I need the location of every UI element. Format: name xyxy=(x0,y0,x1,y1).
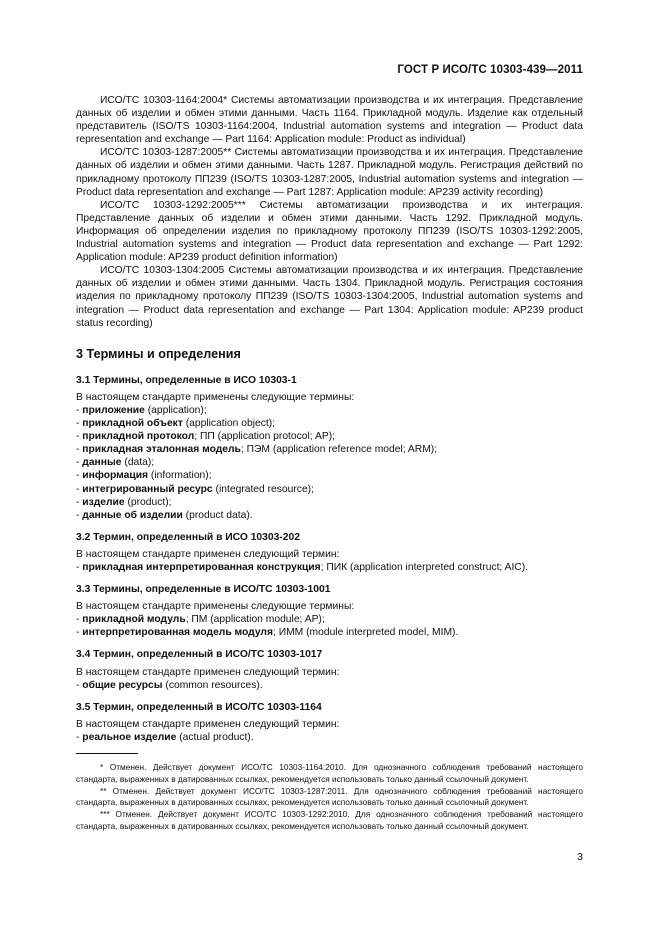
subsection-3-2-intro: В настоящем стандарте применен следующий термин: xyxy=(76,548,340,560)
term-description: ; ПИК (application interpreted construct; AIC). xyxy=(320,562,529,573)
footnote-2: ** Отменен. Действует документ ИСО/ТС 10303-1287:2011. Для однозначного соблюдения требований настоящего стандарта, выраженных в датированных ссылках, рекомендуется использовать только данный ссылочный документ. xyxy=(76,785,583,808)
term-list-3-4 xyxy=(76,679,583,692)
term-list-3-2 xyxy=(76,561,583,574)
term-description: (product data). xyxy=(182,509,253,521)
term-item: - общие ресурсы (common resources). xyxy=(76,679,263,691)
term-name: прикладная эталонная модель xyxy=(82,444,241,456)
normative-references xyxy=(76,94,583,330)
term-name: информация xyxy=(82,470,149,482)
reference-1164: ИСО/ТС 10303-1164:2004* Системы автоматизации производства и их интеграция. Представление данных об изделии и обмен этими данными. Часть 1164. Прикладной модуль. Изделие как отдельный представитель (ISO/TS 10303-1164:2004, Industrial automation systems and integration — Product data representation and exchange — Part 1164: Application module: Product as individual) xyxy=(76,95,583,146)
term-name: реальное изделие xyxy=(82,731,177,743)
term-description: (actual product). xyxy=(176,731,254,743)
reference-1292: ИСО/ТС 10303-1292:2005*** Системы автоматизации производства и их интеграция. Представление данных об изделии и обмен этими данными. Часть 1292. Прикладной модуль. Информация об определении изделия по прикладному протоколу ПП239 (ISO/TS 10303-1292:2005, Industrial automation systems and integration — Product data representation and exchange — Part 1292: Application module: AP239 product definition information) xyxy=(76,199,583,264)
term-item: - прикладная эталонная модель; ПЭМ (application reference model; ARM); xyxy=(76,444,438,456)
term-description: ; ПП (application protocol; AP); xyxy=(194,431,335,443)
term-item: - прикладная интерпретированная конструкция; ПИК (application interpreted construct; AIC). xyxy=(76,562,529,573)
subsection-3-5-title: 3.5 Термин, определенный в ИСО/ТС 10303-1164 xyxy=(76,701,322,713)
footnote-1: * Отменен. Действует документ ИСО/ТС 10303-1164:2010. Для однозначного соблюдения требований настоящего стандарта, выраженных в датированных ссылках, рекомендуется использовать только данный ссылочный документ. xyxy=(76,762,583,784)
term-description: ; ИММ (module interpreted model, MIM). xyxy=(272,627,459,639)
term-description: ; ПЭМ (application reference model; ARM); xyxy=(240,444,438,456)
subsection-3-1-intro: В настоящем стандарте применены следующие термины: xyxy=(76,391,355,403)
footnotes xyxy=(76,762,583,833)
term-name: данные xyxy=(82,457,122,469)
page-number: 3 xyxy=(577,851,583,863)
term-item: - данные (data); xyxy=(76,457,155,469)
term-description: (integrated resource); xyxy=(212,483,314,495)
term-description: (common resources). xyxy=(162,679,263,691)
subsection-3-3-title: 3.3 Термины, определенные в ИСО/ТС 10303-1001 xyxy=(76,584,331,596)
term-name: интерпретированная модель модуля xyxy=(82,627,273,639)
subsection-3-4-intro: В настоящем стандарте применен следующий термин: xyxy=(76,666,340,678)
reference-1304: ИСО/ТС 10303-1304:2005 Системы автоматизации производства и их интеграция. Представление данных об изделии и обмен этими данными. Часть 1304. Прикладной модуль. Регистрация состояния изделия по прикладному протоколу ПП239 (ISO/TS 10303-1304:2005, Industrial automation systems and integration — Product data representation and exchange — Part 1304: Application module: AP239 product status recording) xyxy=(76,265,583,329)
term-name: прикладной объект xyxy=(82,418,183,430)
section-title: 3 Термины и определения xyxy=(76,346,241,361)
term-item: - прикладной объект (application object); xyxy=(76,418,276,430)
term-item: - реальное изделие (actual product). xyxy=(76,731,254,743)
term-name: прикладной протокол xyxy=(82,431,195,443)
term-description: ; ПМ (application module; AP); xyxy=(185,614,325,626)
page-content xyxy=(76,94,583,833)
subsection-3-2-title: 3.2 Термин, определенный в ИСО 10303-202 xyxy=(76,531,300,543)
term-name: приложение xyxy=(82,404,145,416)
term-name: изделие xyxy=(82,496,125,508)
term-description: (application object); xyxy=(182,418,276,430)
term-item: - интерпретированная модель модуля; ИММ (module interpreted model, MIM). xyxy=(76,627,459,639)
footnote-3: *** Отменен. Действует документ ИСО/ТС 10303-1292:2010. Для однозначного соблюдения требований настоящего стандарта, выраженных в датированных ссылках, рекомендуется использовать только данный ссылочный документ. xyxy=(76,809,583,832)
subsection-3-3-intro: В настоящем стандарте применены следующие термины: xyxy=(76,601,355,613)
footnote-rule xyxy=(76,753,138,754)
term-item: - прикладной протокол; ПП (application protocol; AP); xyxy=(76,431,335,443)
subsection-3-5-intro: В настоящем стандарте применен следующий термин: xyxy=(76,718,340,730)
term-description: (application); xyxy=(144,404,207,416)
term-name: общие ресурсы xyxy=(82,679,163,691)
subsection-3-4-title: 3.4 Термин, определенный в ИСО/ТС 10303-1017 xyxy=(76,649,323,661)
document-header: ГОСТ Р ИСО/ТС 10303-439—2011 xyxy=(397,64,583,76)
term-name: интегрированный ресурс xyxy=(82,483,213,495)
reference-1287: ИСО/ТС 10303-1287:2005** Системы автоматизации производства и их интеграция. Представление данных об изделии и обмен этими данными. Часть 1287. Прикладной модуль. Регистрация действий по прикладному протоколу ПП239 (ISO/TS 10303-1287:2005, Industrial automation systems and integration — Product data representation and exchange — Part 1287: Application module: AP239 activity recording) xyxy=(76,147,583,198)
term-item: - интегрированный ресурс (integrated resource); xyxy=(76,483,314,495)
term-description: (data); xyxy=(121,457,155,469)
term-item: - информация (information); xyxy=(76,470,212,482)
term-description: (product); xyxy=(124,496,172,508)
subsection-3-1-title: 3.1 Термины, определенные в ИСО 10303-1 xyxy=(76,374,297,386)
term-item: - приложение (application); xyxy=(76,404,207,416)
term-name: прикладная интерпретированная конструкция xyxy=(82,562,321,573)
term-item: - прикладной модуль; ПМ (application module; AP); xyxy=(76,614,325,626)
term-name: данные об изделии xyxy=(82,509,183,521)
term-description: (information); xyxy=(148,470,212,482)
term-item: - изделие (product); xyxy=(76,496,172,508)
term-item: - данные об изделии (product data). xyxy=(76,509,253,521)
term-list-3-1 xyxy=(76,404,583,522)
term-list-3-5 xyxy=(76,731,583,744)
term-name: прикладной модуль xyxy=(82,614,186,626)
term-list-3-3 xyxy=(76,613,583,639)
